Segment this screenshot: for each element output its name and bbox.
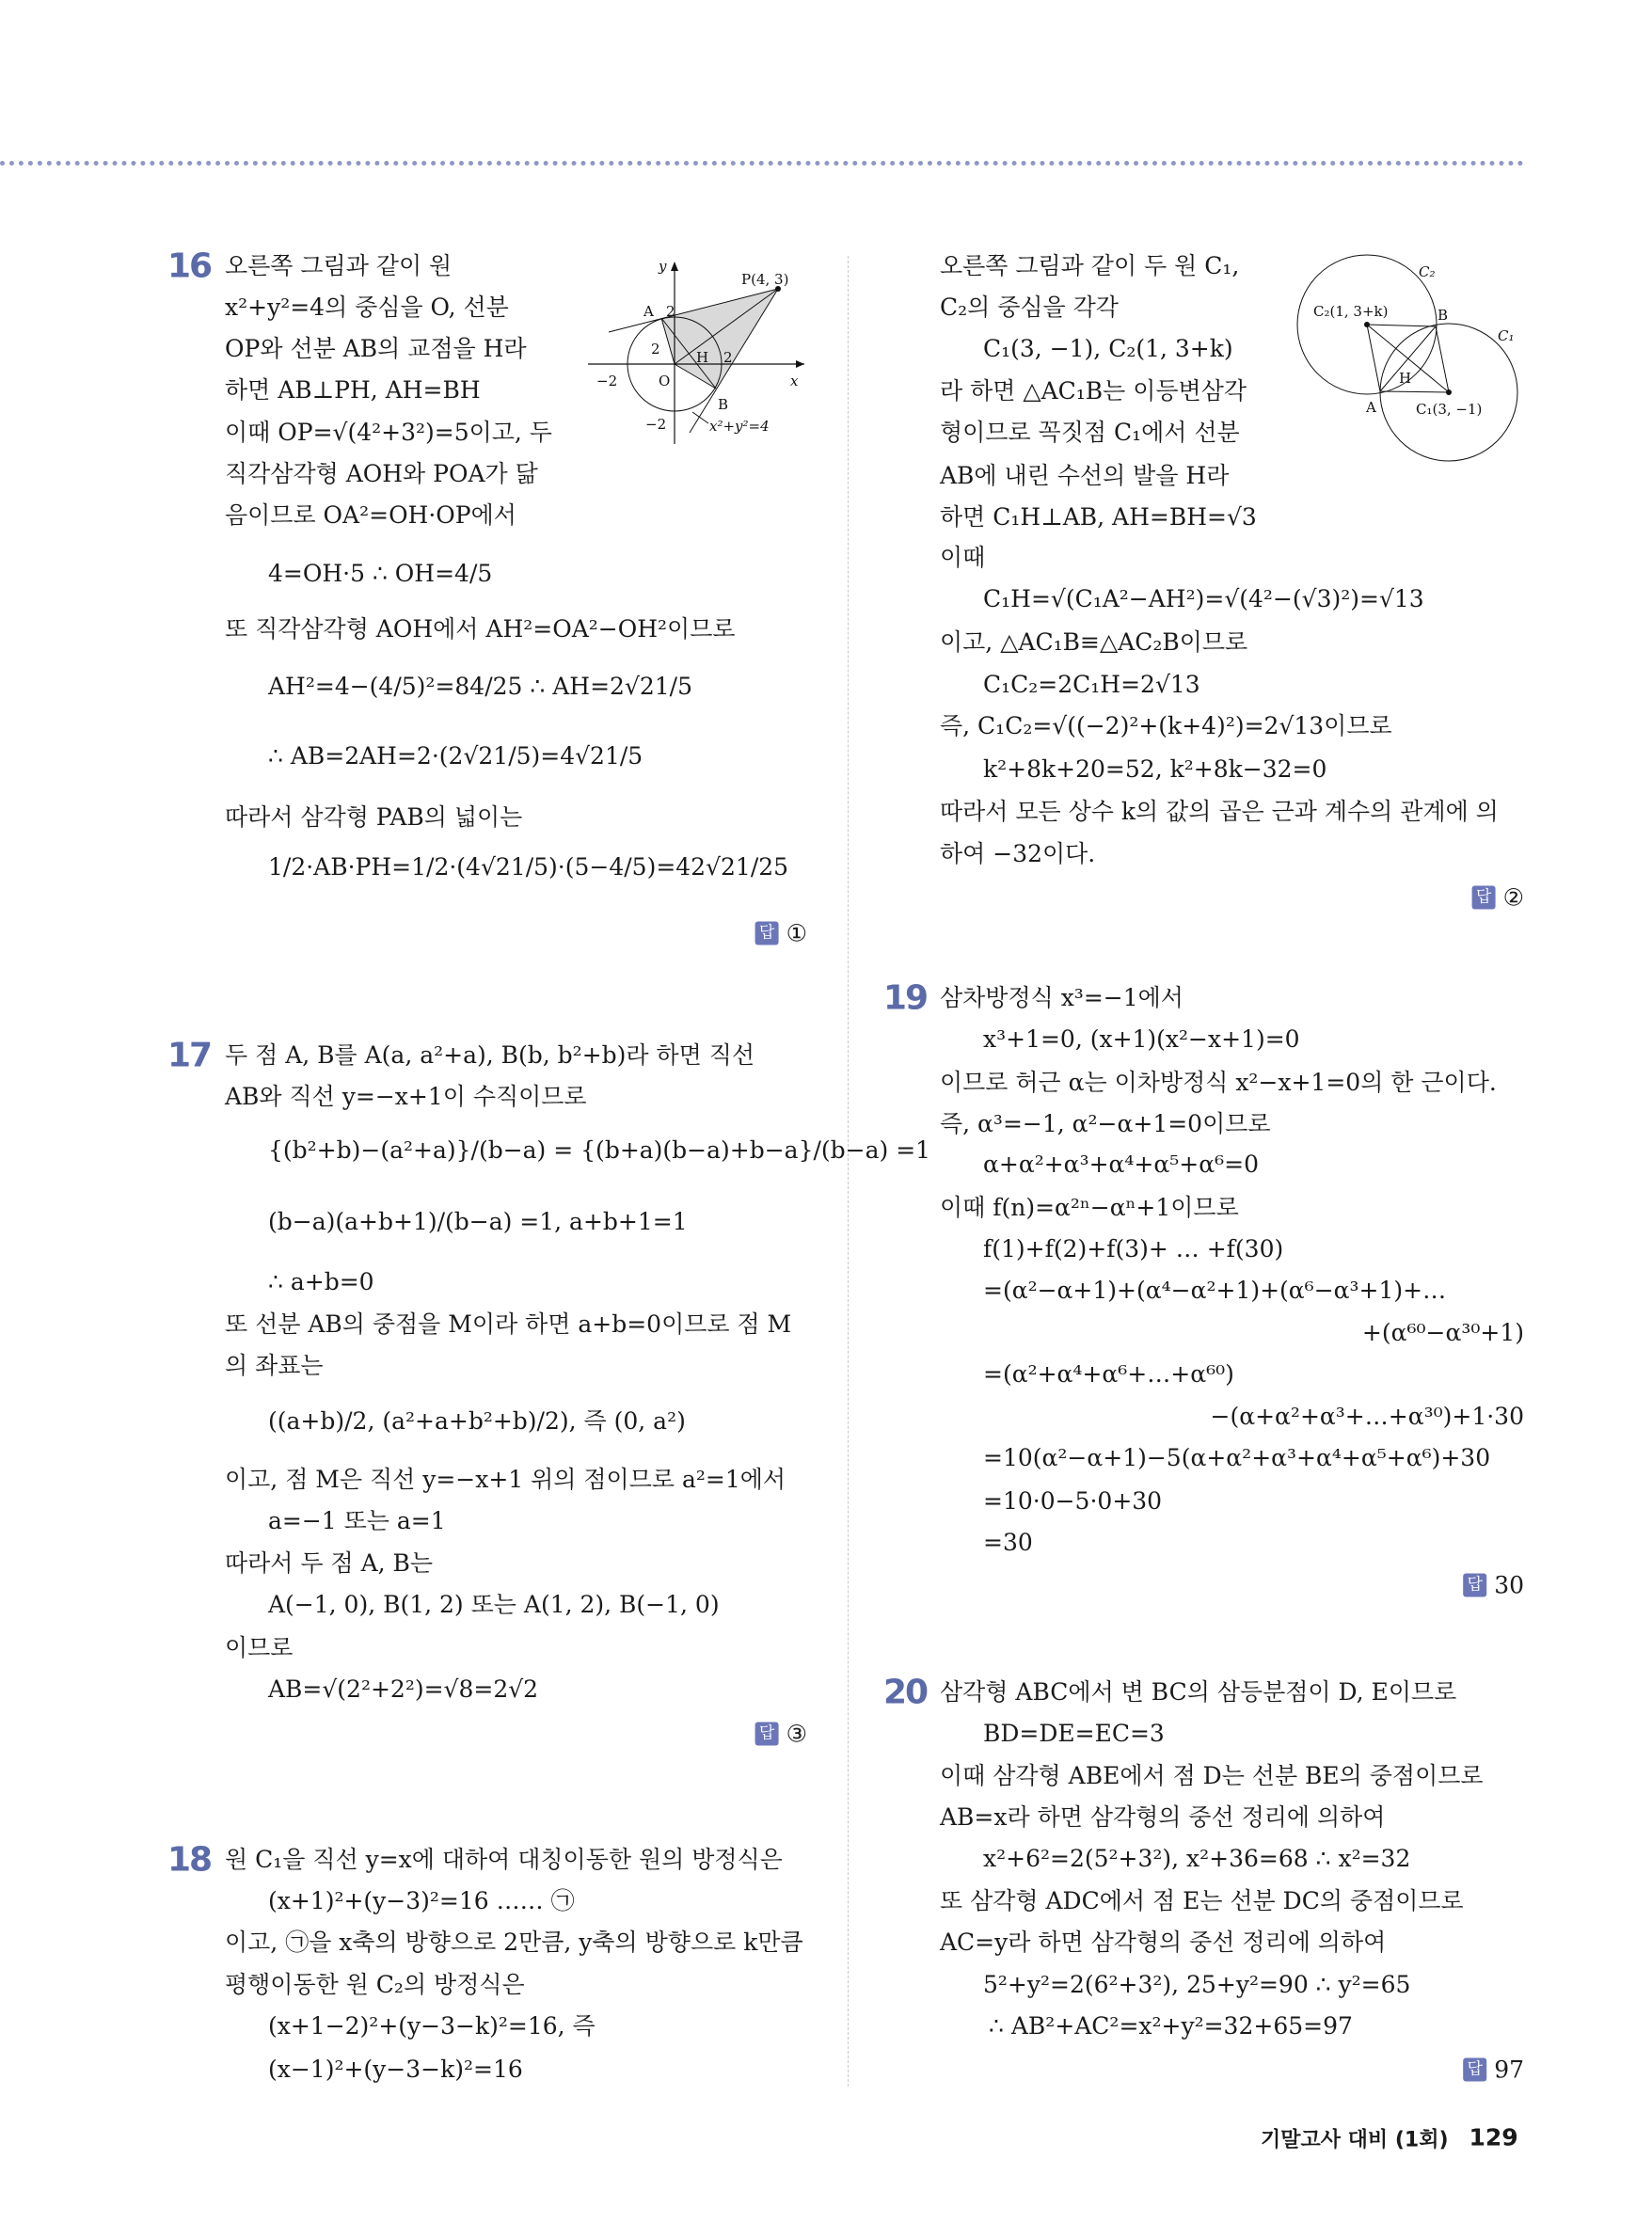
solution-line: AB=x라 하면 삼각형의 중선 정리에 의하여 [940, 1803, 1386, 1831]
page-number: 129 [1469, 2123, 1518, 2152]
dotted-header-rule [0, 161, 1524, 166]
answer-badge: 답 [1463, 1574, 1486, 1597]
solution-line: 1/2·AB·PH=1/2·(4√21/5)·(5−4/5)=42√21/25 [268, 853, 789, 881]
solution-line: x³+1=0, (x+1)(x²−x+1)=0 [983, 1025, 1300, 1053]
solution-line: x²+6²=2(5²+3²), x²+36=68 ∴ x²=32 [983, 1845, 1411, 1872]
solution-line: 오른쪽 그림과 같이 원 [225, 252, 453, 279]
solution-line: 4=OH·5 ∴ OH=4/5 [268, 560, 493, 587]
answer-badge: 답 [755, 1723, 779, 1746]
solution-line: 이므로 허근 α는 이차방정식 x²−x+1=0의 한 근이다. [940, 1069, 1497, 1096]
label-neg2-x: −2 [596, 373, 618, 389]
problem-number: 16 [167, 246, 212, 286]
answer-value: 97 [1494, 2056, 1524, 2084]
solution-line: 즉, α³=−1, α²−α+1=0이므로 [940, 1110, 1271, 1137]
solution-line: 이므로 [225, 1634, 294, 1661]
label-h: H [696, 349, 709, 366]
answer-line [1463, 1572, 1524, 1599]
label-c2-center: C₂(1, 3+k) [1313, 303, 1389, 320]
figure-16-circle-tangents [564, 235, 828, 452]
answer-value: ③ [786, 1720, 807, 1748]
solution-line: {(b²+b)−(a²+a)}/(b−a) = {(b+a)(b−a)+b−a}/(b−a) =1 [268, 1136, 931, 1164]
solution-line: AH²=4−(4/5)²=84/25 ∴ AH=2√21/5 [268, 673, 693, 700]
solution-line: 이고, △AC₁B≡△AC₂B이므로 [940, 628, 1248, 656]
solution-line: +(α⁶⁰−α³⁰+1) [1361, 1319, 1524, 1346]
solution-line: C₂의 중심을 각각 [940, 294, 1119, 321]
answer-line [1472, 884, 1524, 912]
solution-line: C₁C₂=2C₁H=2√13 [983, 671, 1200, 698]
answer-value: ① [786, 919, 807, 947]
label-neg2-y: −2 [645, 416, 667, 433]
answer-value: 30 [1494, 1571, 1524, 1599]
solution-line: 직각삼각형 AOH와 POA가 닮 [225, 460, 538, 487]
answer-line [755, 1721, 807, 1748]
solution-line: C₁H=√(C₁A²−AH²)=√(4²−(√3)²)=√13 [983, 585, 1424, 612]
label-c2: C₂ [1419, 263, 1436, 280]
solution-line: C₁(3, −1), C₂(1, 3+k) [983, 335, 1233, 362]
solution-line: 하여 −32이다. [940, 840, 1096, 867]
solution-line: α+α²+α³+α⁴+α⁵+α⁶=0 [983, 1151, 1259, 1178]
solution-line: 이고, 점 M은 직선 y=−x+1 위의 점이므로 a²=1에서 [225, 1466, 786, 1493]
solution-line: 이때 삼각형 ABE에서 점 D는 선분 BE의 중점이므로 [940, 1762, 1484, 1789]
solution-line: 이때 [940, 544, 986, 571]
solution-line: AB에 내린 수선의 발을 H라 [940, 462, 1230, 489]
answer-badge: 답 [1463, 2058, 1486, 2082]
solution-line: (b−a)(a+b+1)/(b−a) =1, a+b+1=1 [268, 1208, 688, 1235]
problem-number: 18 [167, 1840, 212, 1880]
solution-line: 이고, ㉠을 x축의 방향으로 2만큼, y축의 방향으로 k만큼 [225, 1929, 803, 1956]
center-c1 [1446, 389, 1452, 395]
answer-value: ② [1502, 883, 1524, 912]
solution-line: 평행이동한 원 C₂의 방정식은 [225, 1971, 525, 1998]
label-p: P(4, 3) [741, 271, 789, 288]
solution-line: −(α+α²+α³+…+α³⁰)+1·30 [1210, 1403, 1524, 1430]
solution-line: 삼차방정식 x³=−1에서 [940, 984, 1183, 1011]
solution-line: 라 하면 △AC₁B는 이등변삼각 [940, 377, 1247, 405]
label-circle-equation: x²+y²=4 [709, 418, 770, 435]
solution-line: 이때 f(n)=α²ⁿ−αⁿ+1이므로 [940, 1194, 1239, 1221]
answer-badge: 답 [1472, 886, 1496, 910]
answer-line [1463, 2056, 1524, 2084]
solution-line: =10(α²−α+1)−5(α+α²+α³+α⁴+α⁵+α⁶)+30 [983, 1444, 1491, 1471]
label-a: A [643, 303, 654, 320]
solution-line: 즉, C₁C₂=√((−2)²+(k+4)²)=2√13이므로 [940, 712, 1392, 739]
solution-line: f(1)+f(2)+f(3)+ … +f(30) [983, 1235, 1284, 1262]
solution-line: k²+8k+20=52, k²+8k−32=0 [983, 755, 1327, 783]
solution-line: BD=DE=EC=3 [983, 1720, 1165, 1747]
label-o: O [659, 373, 671, 389]
solution-line: AB와 직선 y=−x+1이 수직이므로 [225, 1083, 587, 1110]
solution-line: OP와 선분 AB의 교점을 H라 [225, 335, 527, 362]
solution-line: 또 선분 AB의 중점을 M이라 하면 a+b=0이므로 점 M [225, 1310, 792, 1338]
solution-line: =(α²+α⁴+α⁶+…+α⁶⁰) [983, 1360, 1234, 1388]
solution-line: (x+1−2)²+(y−3−k)²=16, 즉 [268, 2012, 596, 2040]
column-divider [848, 256, 849, 2087]
solution-line: ∴ AB=2AH=2·(2√21/5)=4√21/5 [268, 742, 643, 770]
solution-line: ((a+b)/2, (a²+a+b²+b)/2), 즉 (0, a²) [268, 1407, 686, 1435]
page-footer [1261, 2124, 1518, 2153]
solution-line: AC=y라 하면 삼각형의 중선 정리에 의하여 [940, 1929, 1387, 1956]
solution-line: 음이므로 OA²=OH·OP에서 [225, 501, 516, 529]
solution-line: ∴ AB²+AC²=x²+y²=32+65=97 [989, 2012, 1353, 2040]
solution-line: =10·0−5·0+30 [983, 1487, 1163, 1515]
solution-line: x²+y²=4의 중심을 O, 선분 [225, 294, 509, 321]
label-h: H [1399, 370, 1412, 387]
label-y: y [659, 258, 667, 275]
circle-pointer [692, 412, 708, 423]
label-c1-center: C₁(3, −1) [1416, 401, 1483, 418]
problem-number: 17 [167, 1036, 212, 1075]
solution-line: ∴ a+b=0 [268, 1268, 374, 1295]
label-b: B [718, 396, 729, 413]
figure-18-two-circles [1279, 235, 1562, 470]
solution-line: 하면 AB⊥PH, AH=BH [225, 376, 481, 404]
solution-line: 또 직각삼각형 AOH에서 AH²=OA²−OH²이므로 [225, 615, 736, 643]
answer-line [755, 920, 807, 947]
y-axis-arrow [671, 262, 678, 271]
footer-section: 기말고사 대비 (1회) [1261, 2128, 1449, 2152]
solution-line: 형이므로 꼭짓점 C₁에서 선분 [940, 419, 1240, 446]
solution-line: 이때 OP=√(4²+3²)=5이고, 두 [225, 419, 552, 446]
solution-line: (x−1)²+(y−3−k)²=16 [268, 2056, 523, 2083]
solution-line: =30 [983, 1529, 1033, 1556]
label-c1: C₁ [1498, 327, 1515, 344]
solution-line: =(α²−α+1)+(α⁴−α²+1)+(α⁶−α³+1)+… [983, 1277, 1447, 1304]
answer-badge: 답 [755, 922, 779, 945]
solution-line: A(−1, 0), B(1, 2) 또는 A(1, 2), B(−1, 0) [268, 1591, 720, 1618]
solution-line: 따라서 모든 상수 k의 값의 곱은 근과 계수의 관계에 의 [940, 798, 1499, 825]
solution-line: 5²+y²=2(6²+3²), 25+y²=90 ∴ y²=65 [983, 1971, 1411, 1998]
center-c2 [1364, 322, 1370, 327]
problem-number: 19 [883, 978, 928, 1018]
label-2-right: 2 [723, 349, 733, 366]
label-x: x [790, 373, 799, 389]
solution-line: 따라서 삼각형 PAB의 넓이는 [225, 803, 523, 831]
x-axis-arrow [796, 360, 804, 368]
solution-line: 두 점 A, B를 A(a, a²+a), B(b, b²+b)라 하면 직선 [225, 1041, 755, 1069]
label-2-top: 2 [666, 303, 675, 320]
solution-line: 하면 C₁H⊥AB, AH=BH=√3 [940, 503, 1257, 531]
solution-line: (x+1)²+(y−3)²=16 …… ㉠ [268, 1887, 575, 1914]
solution-line: 오른쪽 그림과 같이 두 원 C₁, [940, 252, 1240, 279]
solution-line: 의 좌표는 [225, 1352, 324, 1379]
label-a: A [1366, 399, 1376, 416]
solution-line: 원 C₁을 직선 y=x에 대하여 대칭이동한 원의 방정식은 [225, 1846, 783, 1873]
problem-number: 20 [883, 1673, 928, 1712]
solution-line: AB=√(2²+2²)=√8=2√2 [268, 1675, 539, 1703]
solution-line: 따라서 두 점 A, B는 [225, 1549, 434, 1577]
solution-line: 삼각형 ABC에서 변 BC의 삼등분점이 D, E이므로 [940, 1678, 1457, 1706]
label-2-radius: 2 [651, 341, 660, 357]
solution-line: 또 삼각형 ADC에서 점 E는 선분 DC의 중점이므로 [940, 1887, 1464, 1914]
label-b: B [1438, 307, 1449, 324]
solution-line: a=−1 또는 a=1 [268, 1507, 446, 1534]
